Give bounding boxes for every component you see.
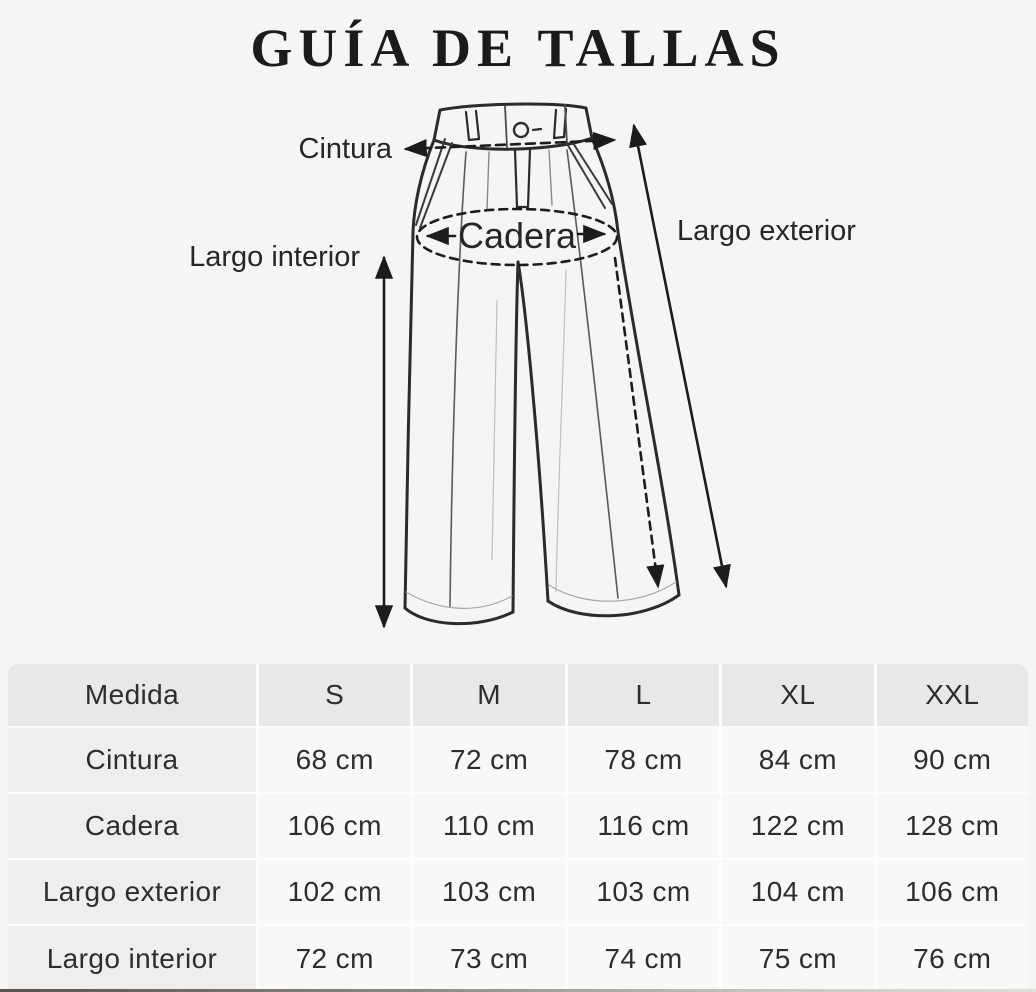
column-header-xxl: XXL xyxy=(877,664,1028,726)
button-icon xyxy=(514,123,528,137)
pants-diagram-svg xyxy=(0,95,1036,660)
cell-largo-exterior-l: 103 cm xyxy=(568,860,719,924)
row-label-largo-exterior: Largo exterior xyxy=(8,860,256,924)
pleat-left-short xyxy=(487,152,489,210)
column-header-medida: Medida xyxy=(8,664,256,726)
pants-details xyxy=(406,105,676,608)
crease-light-left xyxy=(492,300,497,560)
row-label-cadera: Cadera xyxy=(8,794,256,858)
hem-stitch-left xyxy=(406,592,512,608)
cell-largo-exterior-xxl: 106 cm xyxy=(877,860,1028,924)
cell-cadera-m: 110 cm xyxy=(413,794,564,858)
left-hem xyxy=(405,608,513,624)
left-inseam xyxy=(513,262,518,612)
largo-interior-label: Largo interior xyxy=(189,241,360,273)
pants-measurement-diagram xyxy=(0,95,1036,660)
waistband xyxy=(434,104,592,149)
buttonhole-mark xyxy=(533,129,541,130)
pocket-left xyxy=(416,139,452,228)
row-label-cintura: Cintura xyxy=(8,728,256,792)
cell-cintura-m: 72 cm xyxy=(413,728,564,792)
cell-largo-interior-xxl: 76 cm xyxy=(877,926,1028,992)
cintura-label: Cintura xyxy=(298,133,392,165)
largo-exterior-label: Largo exterior xyxy=(677,215,856,247)
cell-cadera-xxl: 128 cm xyxy=(877,794,1028,858)
cell-largo-interior-l: 74 cm xyxy=(568,926,719,992)
column-header-l: L xyxy=(568,664,719,726)
cell-cintura-s: 68 cm xyxy=(259,728,410,792)
row-label-largo-interior: Largo interior xyxy=(8,926,256,992)
cadera-label: Cadera xyxy=(457,215,577,256)
pants-outline xyxy=(405,104,679,624)
belt-loop-right xyxy=(554,109,566,138)
outer-length-arrow xyxy=(634,126,726,586)
measurement-arrows xyxy=(384,126,726,626)
page-header xyxy=(0,0,1036,95)
cell-largo-interior-s: 72 cm xyxy=(259,926,410,992)
cell-cadera-s: 106 cm xyxy=(259,794,410,858)
cell-largo-interior-xl: 75 cm xyxy=(722,926,873,992)
cell-largo-exterior-xl: 104 cm xyxy=(722,860,873,924)
cell-largo-exterior-s: 102 cm xyxy=(259,860,410,924)
pleat-right-short xyxy=(549,150,552,205)
belt-loop-left xyxy=(466,111,479,140)
cell-cintura-l: 78 cm xyxy=(568,728,719,792)
cell-cadera-l: 116 cm xyxy=(568,794,719,858)
cell-cintura-xl: 84 cm xyxy=(722,728,873,792)
column-header-s: S xyxy=(259,664,410,726)
right-hem xyxy=(548,595,679,616)
crease-light-right xyxy=(556,270,566,592)
page-title: GUÍA DE TALLAS xyxy=(250,17,786,78)
cell-cadera-xl: 122 cm xyxy=(722,794,873,858)
size-table xyxy=(8,664,1028,992)
cell-cintura-xxl: 90 cm xyxy=(877,728,1028,792)
right-inseam xyxy=(518,262,548,601)
column-header-xl: XL xyxy=(722,664,873,726)
cell-largo-interior-m: 73 cm xyxy=(413,926,564,992)
left-outer-seam xyxy=(405,140,434,608)
cell-largo-exterior-m: 103 cm xyxy=(413,860,564,924)
fly-lines xyxy=(515,149,530,207)
column-header-m: M xyxy=(413,664,564,726)
